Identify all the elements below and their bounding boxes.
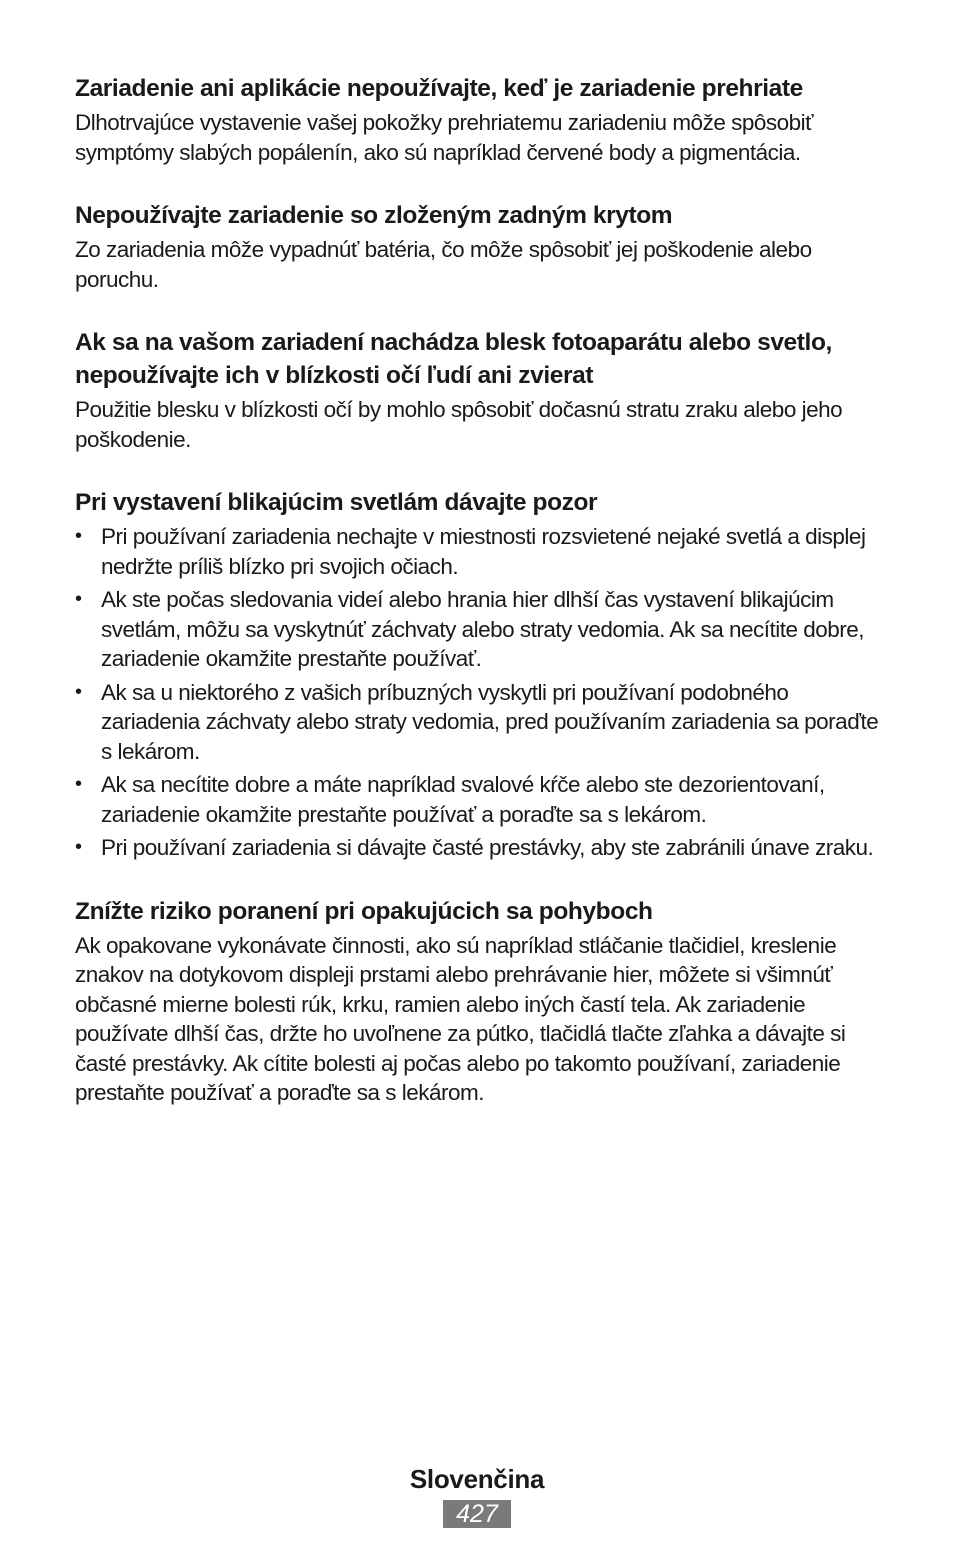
bullet-text: Pri používaní zariadenia si dávajte časté prestávky, aby ste zabránili únave zraku.	[101, 835, 874, 860]
bullet-item	[75, 585, 890, 674]
bullet-list	[75, 522, 890, 863]
section-heading: Nepoužívajte zariadenie so zloženým zadným krytom	[75, 202, 673, 229]
section-camera-flash	[75, 326, 890, 454]
bullet-text: Ak sa necítite dobre a máte napríklad svalové kŕče alebo ste dezorientovaní, zariadenie okamžite prestaňte používať a poraďte sa s lekárom.	[101, 772, 825, 827]
bullet-text: Ak ste počas sledovania videí alebo hrania hier dlhší čas vystavení blikajúcim svetlám, môžu sa vyskytnúť záchvaty alebo straty vedomia. Ak sa necítite dobre, zariadenie okamžite prestaňte používať.	[101, 587, 865, 671]
section-paragraph: Použitie blesku v blízkosti očí by mohlo spôsobiť dočasnú stratu zraku alebo jeho poškodenie.	[75, 397, 843, 452]
section-heading: Znížte riziko poranení pri opakujúcich sa pohyboch	[75, 897, 653, 925]
section-flashing-lights	[75, 486, 890, 863]
bullet-item	[75, 770, 890, 829]
bullet-item	[75, 522, 890, 581]
document-page	[75, 72, 890, 1140]
section-repetitive-motion	[75, 895, 890, 1108]
bullet-icon: •	[75, 680, 82, 703]
bullet-icon: •	[75, 525, 82, 547]
bullet-icon: •	[75, 836, 82, 858]
section-heading: Zariadenie ani aplikácie nepoužívajte, keď je zariadenie prehriate	[75, 75, 803, 102]
section-paragraph: Dlhotrvajúce vystavenie vašej pokožky prehriatemu zariadeniu môže spôsobiť symptómy slabých popálenín, ako sú napríklad červené body a pigmentácia.	[75, 110, 814, 165]
page-number: 427	[443, 1500, 511, 1528]
section-back-cover	[75, 199, 890, 294]
bullet-icon: •	[75, 588, 82, 610]
bullet-item	[75, 833, 890, 863]
page-footer	[0, 1462, 954, 1528]
section-overheating	[75, 72, 890, 167]
footer-language: Slovenčina	[409, 1464, 545, 1494]
section-heading: Pri vystavení blikajúcim svetlám dávajte pozor	[75, 489, 598, 516]
section-paragraph: Zo zariadenia môže vypadnúť batéria, čo môže spôsobiť jej poškodenie alebo poruchu.	[75, 237, 812, 292]
bullet-icon: •	[75, 773, 82, 795]
section-heading: Ak sa na vašom zariadení nachádza blesk fotoaparátu alebo svetlo, nepoužívajte ich v blízkosti očí ľudí ani zvierat	[75, 329, 832, 389]
section-paragraph: Ak opakovane vykonávate činnosti, ako sú napríklad stláčanie tlačidiel, kreslenie znakov na dotykovom displeji prstami alebo prehrávanie hier, môžete si všimnúť občasné mierne bolesti rúk, krku, ramien alebo iných častí tela. Ak zariadenie používate dlhší čas, držte ho uvoľnene za pútko, tlačidlá tlačte zľahka a dávajte si časté prestávky. Ak cítite bolesti aj počas alebo po takomto používaní, zariadenie prestaňte používať a poraďte sa s lekárom.	[75, 932, 846, 1105]
bullet-text: Ak sa u niektorého z vašich príbuzných vyskytli pri používaní podobného zariadenia záchvaty alebo straty vedomia, pred používaním zariadenia sa poraďte s lekárom.	[101, 679, 879, 764]
bullet-item	[75, 678, 890, 767]
bullet-text: Pri používaní zariadenia nechajte v miestnosti rozsvietené nejaké svetlá a displej nedržte príliš blízko pri svojich očiach.	[101, 524, 866, 579]
page-number-wrapper	[0, 1500, 954, 1528]
